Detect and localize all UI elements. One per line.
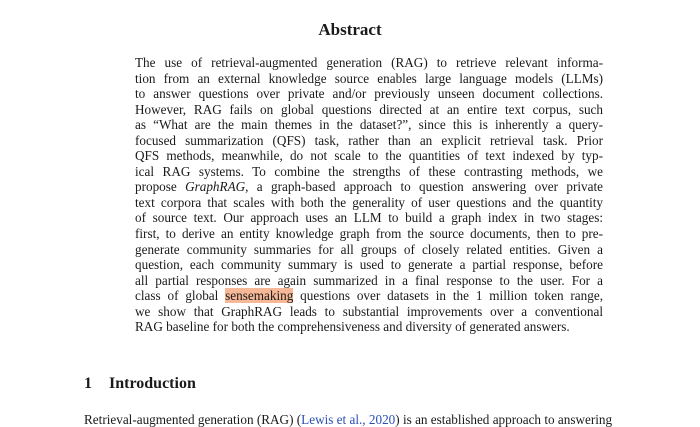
abstract-line: generate community summaries for all groups of closely related entities. Given a bbox=[135, 241, 603, 257]
abstract-line: first, to derive an entity knowledge graph from the source documents, then to pre- bbox=[135, 226, 603, 242]
body-text-cutoff bbox=[84, 410, 614, 427]
section-title: Introduction bbox=[109, 375, 196, 392]
abstract-line bbox=[135, 288, 603, 304]
abstract-line: ical RAG systems. To combine the strengths of these contrasting methods, we bbox=[135, 163, 603, 179]
body-text: ) is an established approach to answering bbox=[395, 412, 613, 427]
abstract-line: all partial responses are again summarized in a final response to the user. For a bbox=[135, 272, 603, 288]
abstract-text: propose bbox=[135, 179, 186, 195]
citation-link[interactable]: Lewis et al., 2020 bbox=[301, 412, 396, 427]
abstract-line: RAG baseline for both the comprehensiveness and diversity of generated answers. bbox=[135, 319, 570, 335]
abstract-line: focused summarization (QFS) task, rather than an explicit retrieval task. Prior bbox=[135, 132, 603, 148]
abstract-line: text corpora that scales with both the generality of user questions and the quantity bbox=[135, 194, 603, 210]
abstract-line: tion from an external knowledge source enables large language models (LLMs) bbox=[135, 70, 603, 86]
abstract-title: Abstract bbox=[318, 20, 382, 39]
abstract-text: questions over datasets in the 1 million token range, bbox=[293, 288, 603, 304]
abstract-line: QFS methods, meanwhile, do not scale to the quantities of text indexed by typ- bbox=[135, 148, 603, 164]
abstract-line: The use of retrieval-augmented generation (RAG) to retrieve relevant informa- bbox=[135, 55, 603, 70]
abstract-body bbox=[135, 55, 603, 335]
abstract-line: we show that GraphRAG leads to substantial improvements over a conventional bbox=[135, 303, 603, 319]
abstract-line: question, each community summary is used to generate a partial response, before bbox=[135, 257, 603, 273]
abstract-text: class of global bbox=[135, 288, 226, 304]
abstract-text: , a graph-based approach to question answering over private bbox=[245, 179, 603, 195]
graphrag-emphasis: GraphRAG bbox=[185, 179, 246, 195]
abstract-line: of source text. Our approach uses an LLM to build a graph index in two stages: bbox=[135, 210, 603, 226]
abstract-line bbox=[135, 179, 603, 195]
abstract-line: However, RAG fails on global questions directed at an entire text corpus, such bbox=[135, 101, 603, 117]
section-number: 1 bbox=[84, 375, 92, 392]
abstract-line: as “What are the main themes in the dataset?”, since this is inherently a query- bbox=[135, 117, 603, 133]
sensemaking-highlight[interactable]: sensemaking bbox=[225, 288, 294, 304]
section-heading bbox=[84, 374, 196, 394]
body-text: Retrieval-augmented generation (RAG) ( bbox=[84, 412, 302, 427]
abstract-line: to answer questions over private and/or previously unseen document collections. bbox=[135, 86, 603, 102]
